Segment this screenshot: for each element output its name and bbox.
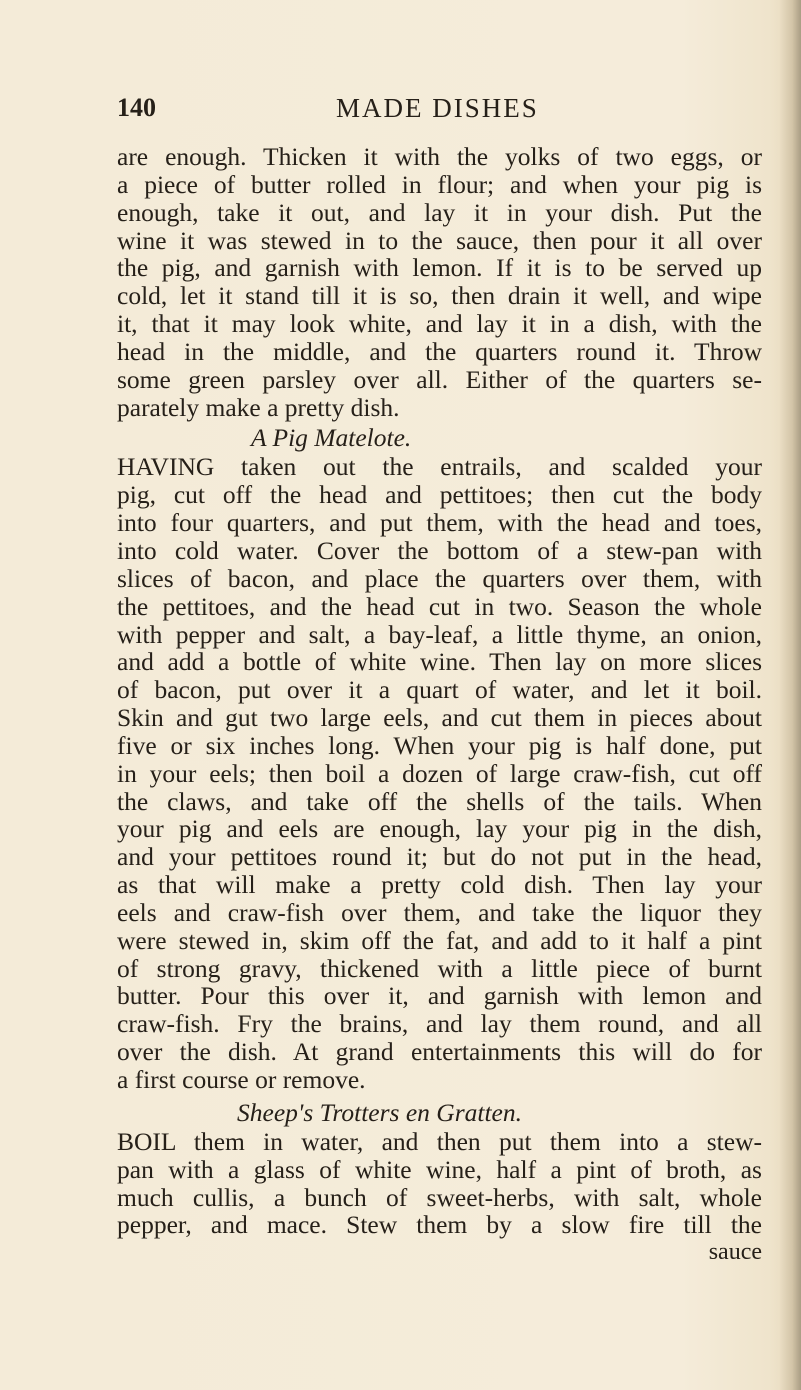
text-line: the pettitoes, and the head cut in two. Season the whole: [117, 591, 762, 621]
text-line: eels and craw-fish over them, and take the liquor they: [117, 897, 762, 927]
page-number: 140: [117, 93, 156, 122]
text-line: were stewed in, skim off the fat, and add to it half a pint: [117, 925, 762, 955]
text-line: some green parsley over all. Either of the quarters se-: [117, 364, 762, 394]
paragraph-continued: [117, 143, 762, 421]
text-line: craw-fish. Fry the brains, and lay them round, and all: [117, 1009, 762, 1039]
text-line: and add a bottle of white wine. Then lay on more slices: [117, 647, 762, 677]
text-line: are enough. Thicken it with the yolks of two eggs, or: [117, 142, 762, 171]
text-line: butter. Pour this over it, and garnish with lemon and: [117, 981, 762, 1011]
recipe-pig-matelote: [117, 453, 762, 1093]
text-line: wine it was stewed in to the sauce, then pour it all over: [117, 225, 762, 255]
text-line: of bacon, put over it a quart of water, and let it boil.: [117, 675, 762, 705]
text-line: BOIL them in water, and then put them into a stew-: [117, 1126, 762, 1156]
text-line: Skin and gut two large eels, and cut them in pieces about: [117, 703, 762, 733]
text-line: it, that it may look white, and lay it in a dish, with the: [117, 309, 762, 339]
text-line: over the dish. At grand entertainments this will do for: [117, 1037, 762, 1067]
text-line: the claws, and take off the shells of the tails. When: [117, 786, 762, 816]
text-line: as that will make a pretty cold dish. Then lay your: [117, 870, 762, 900]
page-edge-shadow: [779, 0, 801, 1390]
text-line: into four quarters, and put them, with the head and toes,: [117, 508, 762, 538]
text-line: head in the middle, and the quarters round it. Throw: [117, 336, 762, 366]
text-line: a first course or remove.: [117, 1065, 366, 1094]
text-line: and your pettitoes round it; but do not put in the head,: [117, 842, 762, 872]
text-line: pepper, and mace. Stew them by a slow fire till the: [117, 1210, 762, 1240]
text-line: cold, let it stand till it is so, then drain it well, and wipe: [117, 281, 762, 311]
text-line: of strong gravy, thickened with a little piece of burnt: [117, 953, 762, 983]
page-header: [117, 93, 677, 133]
recipe-title-pig-matelote: A Pig Matelote.: [251, 423, 412, 453]
running-head: MADE DISHES: [336, 93, 539, 123]
recipe-sheeps-trotters: [117, 1128, 762, 1267]
text-line: enough, take it out, and lay it in your dish. Put the: [117, 197, 762, 227]
text-line: pig, cut off the head and pettitoes; then cut the body: [117, 480, 762, 510]
text-line: a piece of butter rolled in flour; and when your pig is: [117, 169, 762, 199]
text-line: in your eels; then boil a dozen of large craw-fish, cut off: [117, 758, 762, 788]
text-line: much cullis, a bunch of sweet-herbs, with salt, whole: [117, 1182, 762, 1212]
text-line: parately make a pretty dish.: [117, 392, 400, 422]
text-line: into cold water. Cover the bottom of a stew-pan with: [117, 535, 762, 565]
catchword: sauce: [708, 1239, 762, 1266]
text-line: HAVING taken out the entrails, and scalded your: [117, 452, 762, 482]
text-line: five or six inches long. When your pig is half done, put: [117, 730, 762, 760]
text-line: pan with a glass of white wine, half a pint of broth, as: [117, 1154, 762, 1184]
text-line: slices of bacon, and place the quarters over them, with: [117, 563, 762, 593]
page-body: [117, 143, 762, 1267]
recipe-title-sheeps-trotters: Sheep's Trotters en Gratten.: [237, 1097, 522, 1127]
text-line: the pig, and garnish with lemon. If it is to be served up: [117, 253, 762, 283]
text-line: your pig and eels are enough, lay your pig in the dish,: [117, 814, 762, 844]
text-line: with pepper and salt, a bay-leaf, a little thyme, an onion,: [117, 619, 762, 649]
